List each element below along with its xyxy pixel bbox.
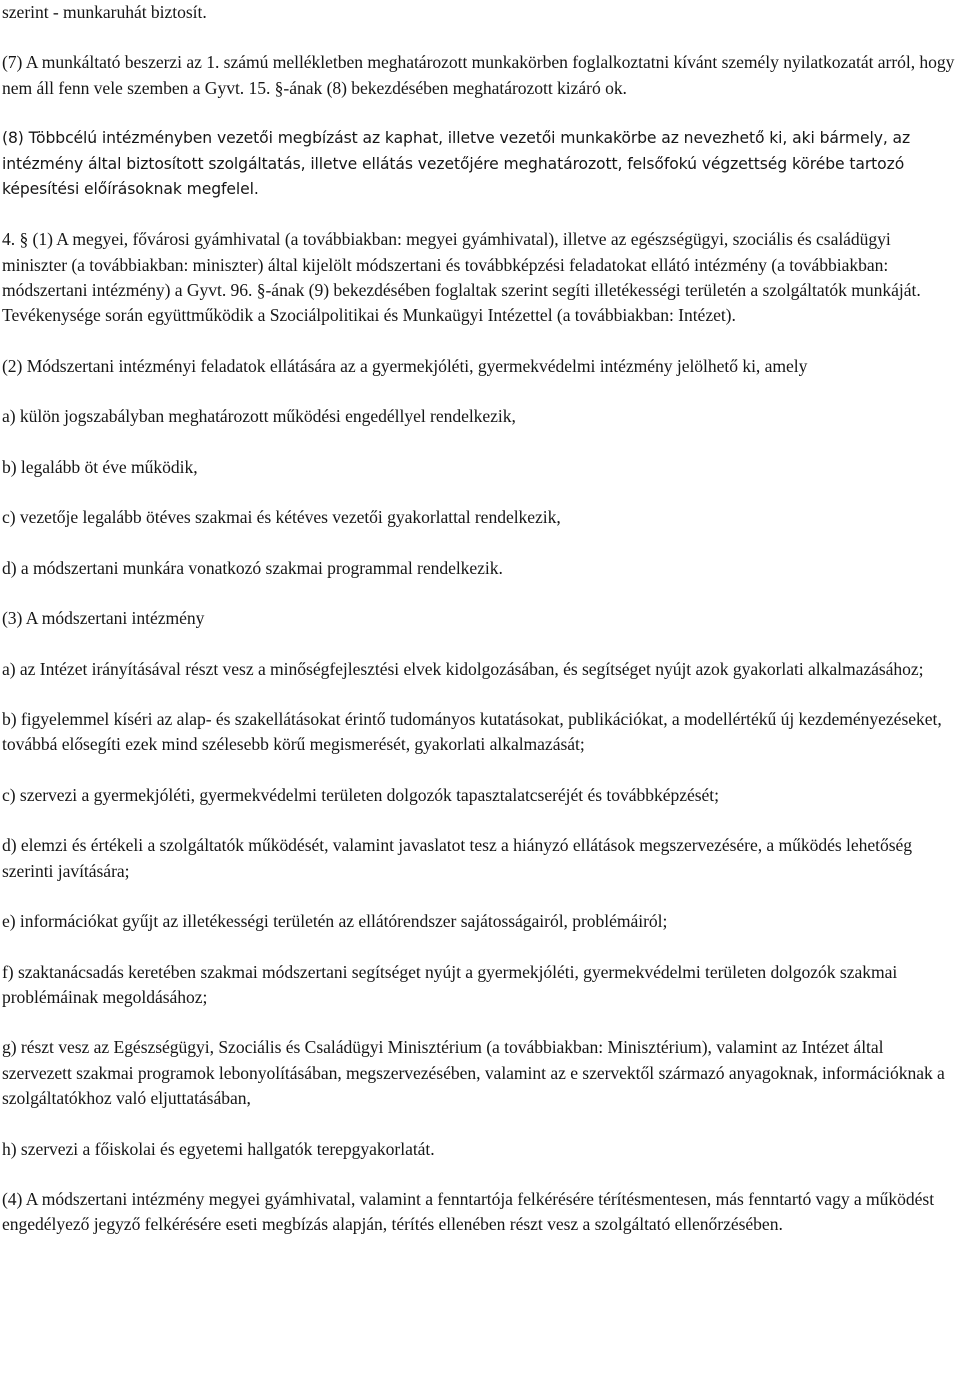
- list-item-3d: d) elemzi és értékeli a szolgáltatók működését, valamint javaslatot tesz a hiányzó ellátások megszervezésére, a működés lehetőség szerinti javítására;: [2, 835, 913, 881]
- paragraph-7: (7) A munkáltató beszerzi az 1. számú mellékletben meghatározott munkakörben foglalkoztatni kívánt személy nyilatkozatát arról, hogy nem áll fenn vele szemben a Gyvt. 15. §-ának (8) bekezdésében meghatározott kizáró ok.: [2, 52, 955, 98]
- list-item-3h: h) szervezi a főiskolai és egyetemi hallgatók terepgyakorlatát.: [2, 1138, 435, 1159]
- list-item-3b: b) figyelemmel kíséri az alap- és szakellátásokat érintő tudományos kutatásokat, publikációkat, a modellértékű új kezdeményezéseket, továbbá elősegíti ezek mind szélesebb körű megismerését, gyakorlati alkalmazását;: [2, 709, 942, 755]
- list-item-3a: a) az Intézet irányításával részt vesz a minőségfejlesztési elvek kidolgozásában, és segítséget nyújt azok gyakorlati alkalmazásához;: [2, 658, 924, 679]
- list-item-2b: b) legalább öt éve működik,: [2, 456, 198, 477]
- list-item-3f: f) szaktanácsadás keretében szakmai módszertani segítséget nyújt a gyermekjóléti, gyermekvédelmi területen dolgozók szakmai problémáinak megoldásához;: [2, 961, 898, 1007]
- list-item-3c: c) szervezi a gyermekjóléti, gyermekvédelmi területen dolgozók tapasztalatcseréjét és továbbképzését;: [2, 784, 719, 805]
- list-item-2c: c) vezetője legalább ötéves szakmai és kétéves vezetői gyakorlattal rendelkezik,: [2, 507, 561, 528]
- section-4-paragraph-2: (2) Módszertani intézményi feladatok ellátására az a gyermekjóléti, gyermekvédelmi intézmény jelölhető ki, amely: [2, 355, 808, 376]
- section-4-paragraph-1: 4. § (1) A megyei, fővárosi gyámhivatal (a továbbiakban: megyei gyámhivatal), illetve az egészségügyi, szociális és családügyi miniszter (a továbbiakban: miniszter) által kijelölt módszertani és továbbképzési feladatokat ellátó intézmény (a továbbiakban: módszertani intézmény) a Gyvt. 96. §-ának (9) bekezdésében foglaltak szerint segíti illetékességi területén a szolgáltatók munkáját. Tevékenysége során együttműködik a Szociálpolitikai és Munkaügyi Intézettel (a továbbiakban: Intézet).: [2, 229, 921, 326]
- paragraph-8: (8) Többcélú intézményben vezetői megbízást az kaphat, illetve vezetői munkakörbe az nevezhető ki, aki bármely, az intézmény által biztosított szolgáltatás, illetve ellátás vezetőjére meghatározott, felsőfokú végzettség körébe tartozó képesítési előírásoknak megfelel.: [2, 129, 911, 198]
- list-item-3g: g) részt vesz az Egészségügyi, Szociális és Családügyi Minisztérium (a továbbiakban: Minisztérium), valamint az Intézet által szervezett szakmai programok lebonyolításában, megszervezésében, valamint az e szervektől származó anyagoknak, információknak a szolgáltatókhoz való eljuttatásában,: [2, 1037, 945, 1109]
- document-page: [2, 0, 956, 1263]
- list-item-2a: a) külön jogszabályban meghatározott működési engedéllyel rendelkezik,: [2, 406, 516, 427]
- section-4-paragraph-3: (3) A módszertani intézmény: [2, 608, 205, 629]
- list-item-2d: d) a módszertani munkára vonatkozó szakmai programmal rendelkezik.: [2, 557, 503, 578]
- section-4-paragraph-4: (4) A módszertani intézmény megyei gyámhivatal, valamint a fenntartója felkérésére térítésmentesen, más fenntartó vagy a működést engedélyező jegyző felkérésére eseti megbízás alapján, térítés ellenében részt vesz a szolgáltató ellenőrzésében.: [2, 1188, 935, 1235]
- paragraph-intro-continuation: szerint - munkaruhát biztosít.: [2, 2, 207, 22]
- list-item-3e: e) információkat gyűjt az illetékességi területén az ellátórendszer sajátosságairól, problémáiról;: [2, 911, 668, 932]
